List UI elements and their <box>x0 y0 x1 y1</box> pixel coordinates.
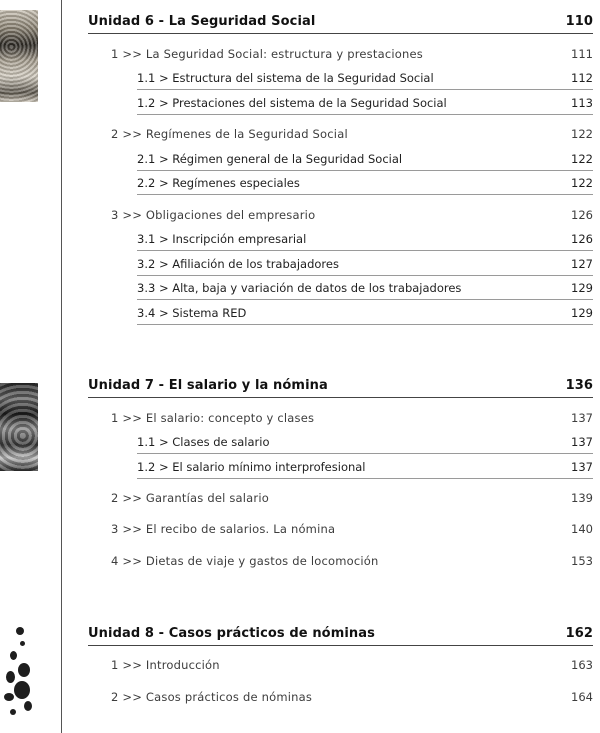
toc-subsection[interactable] <box>88 456 593 478</box>
subsection-title: 1.2 > El salario mínimo interprofesional <box>137 460 366 474</box>
page-number: 129 <box>571 306 593 320</box>
page-number: 129 <box>571 281 593 295</box>
subsection-title: 3.1 > Inscripción empresarial <box>137 232 307 246</box>
section-title: 3 >> Obligaciones del empresario <box>111 208 316 222</box>
section-title: 3 >> El recibo de salarios. La nómina <box>111 522 336 536</box>
unit-heading[interactable] <box>88 11 593 34</box>
page-number: 140 <box>571 522 593 536</box>
section-title: 1 >> Introducción <box>111 658 220 672</box>
toc-section[interactable] <box>88 43 593 65</box>
section-title: 2 >> Regímenes de la Seguridad Social <box>111 127 348 141</box>
page-number: 126 <box>571 208 593 222</box>
unit-7-thumbnail-image <box>0 383 38 471</box>
subsection-title: 3.3 > Alta, baja y variación de datos de los trabajadores <box>137 281 462 295</box>
toc-section[interactable] <box>88 407 593 429</box>
divider <box>137 114 593 115</box>
page-number: 153 <box>571 554 593 568</box>
page-number: 113 <box>571 96 593 110</box>
toc-section[interactable] <box>88 204 593 226</box>
toc-subsection[interactable] <box>88 92 593 114</box>
page-number: 162 <box>565 626 593 641</box>
unit-heading[interactable] <box>88 375 593 398</box>
toc-section[interactable] <box>88 654 593 676</box>
section-title: 2 >> Casos prácticos de nóminas <box>111 690 313 704</box>
divider <box>137 194 593 195</box>
unit-title: Unidad 8 - Casos prácticos de nóminas <box>88 626 375 641</box>
subsection-title: 3.2 > Afiliación de los trabajadores <box>137 257 339 271</box>
toc-subsection[interactable] <box>88 148 593 170</box>
divider <box>137 453 593 454</box>
unit-6-thumbnail-image <box>0 10 38 102</box>
page-number: 137 <box>571 411 593 425</box>
divider <box>137 299 593 300</box>
unit-title: Unidad 7 - El salario y la nómina <box>88 378 328 393</box>
divider <box>137 89 593 90</box>
toc-subsection[interactable] <box>88 253 593 275</box>
divider <box>137 478 593 479</box>
page-number: 122 <box>571 176 593 190</box>
page-number: 136 <box>565 378 593 393</box>
page-number: 164 <box>571 690 593 704</box>
page-number: 139 <box>571 491 593 505</box>
page-number: 122 <box>571 152 593 166</box>
margin-rule <box>61 0 62 733</box>
page-number: 112 <box>571 71 593 85</box>
page-number: 163 <box>571 658 593 672</box>
divider <box>137 170 593 171</box>
toc-subsection[interactable] <box>88 228 593 250</box>
page-number: 126 <box>571 232 593 246</box>
subsection-title: 1.2 > Prestaciones del sistema de la Seguridad Social <box>137 96 447 110</box>
page-number: 137 <box>571 435 593 449</box>
subsection-title: 1.1 > Clases de salario <box>137 435 270 449</box>
toc-section[interactable] <box>88 487 593 509</box>
toc-section[interactable] <box>88 686 593 708</box>
toc-subsection[interactable] <box>88 277 593 299</box>
subsection-title: 2.2 > Regímenes especiales <box>137 176 300 190</box>
toc-section[interactable] <box>88 550 593 572</box>
section-title: 1 >> La Seguridad Social: estructura y prestaciones <box>111 47 423 61</box>
divider <box>137 275 593 276</box>
section-title: 4 >> Dietas de viaje y gastos de locomoción <box>111 554 379 568</box>
subsection-title: 3.4 > Sistema RED <box>137 306 247 320</box>
toc-subsection[interactable] <box>88 67 593 89</box>
unit-8-thumbnail-image <box>0 625 38 720</box>
page-number: 122 <box>571 127 593 141</box>
section-title: 2 >> Garantías del salario <box>111 491 269 505</box>
page-number: 111 <box>571 47 593 61</box>
divider <box>137 324 593 325</box>
subsection-title: 1.1 > Estructura del sistema de la Seguridad Social <box>137 71 434 85</box>
subsection-title: 2.1 > Régimen general de la Seguridad Social <box>137 152 403 166</box>
unit-title: Unidad 6 - La Seguridad Social <box>88 14 316 29</box>
divider <box>137 250 593 251</box>
toc-section[interactable] <box>88 123 593 145</box>
toc-subsection[interactable] <box>88 431 593 453</box>
page-number: 137 <box>571 460 593 474</box>
section-title: 1 >> El salario: concepto y clases <box>111 411 315 425</box>
unit-heading[interactable] <box>88 623 593 646</box>
toc-subsection[interactable] <box>88 172 593 194</box>
toc-section[interactable] <box>88 518 593 540</box>
page-number: 127 <box>571 257 593 271</box>
toc-subsection[interactable] <box>88 302 593 324</box>
page-number: 110 <box>565 14 593 29</box>
